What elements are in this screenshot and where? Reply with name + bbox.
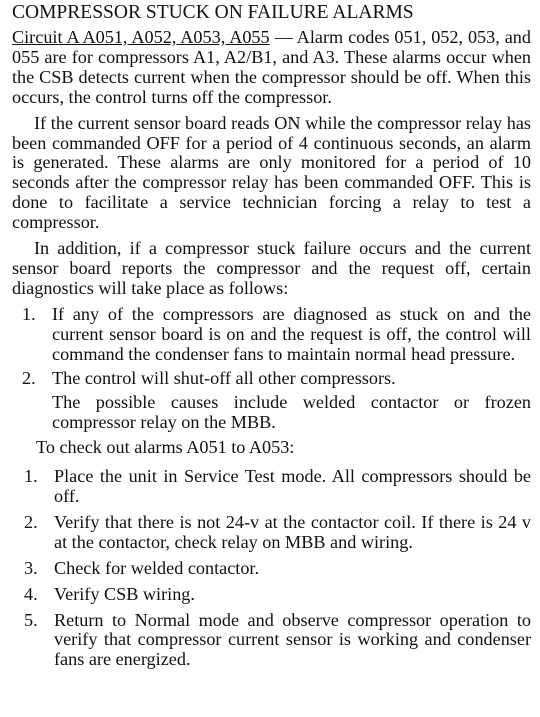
intro-text: — Alarm codes 051, 052, 053, and 055 are for compressors A1, A2/B1, and A3. These alarms occur when the CSB detects current when the compressor should be off. When this occurs, the control turns off the compressor.: [12, 27, 531, 107]
list-item-text: Return to Normal mode and observe compressor operation to verify that compressor current sensor is working and condenser fans are energized.: [54, 609, 531, 670]
circuit-label: Circuit A A051, A052, A053, A055: [12, 27, 270, 47]
document-page: [12, 2, 531, 676]
list-item-number: 1.: [24, 466, 38, 487]
list-item: [12, 585, 531, 605]
list-item-text: Verify CSB wiring.: [54, 583, 195, 604]
list-item-text: If any of the compressors are diagnosed as stuck on and the current sensor board is on and the request is off, the control will command the condenser fans to maintain normal head pressure.: [52, 303, 531, 364]
list-item: [12, 559, 531, 579]
list-item-text: Place the unit in Service Test mode. All compressors should be off.: [54, 466, 531, 507]
list-item: [12, 467, 531, 507]
list-item-number: 2.: [22, 367, 36, 388]
check-alarms-intro: To check out alarms A051 to A053:: [36, 437, 295, 458]
paragraph-diagnostics-intro: In addition, if a compressor stuck failure occurs and the current sensor board reports the compressor and the request off, certain diagnostics will take place as follows:: [12, 238, 531, 298]
list-item-number: 3.: [24, 557, 38, 578]
list-item: [12, 611, 531, 671]
list-item: [12, 369, 531, 434]
list-item-number: 2.: [24, 511, 38, 532]
list-item-text: Verify that there is not 24-v at the contactor coil. If there is 24 v at the contactor, check relay on MBB and wiring.: [54, 511, 531, 552]
paragraph-current-sensor: If the current sensor board reads ON while the compressor relay has been commanded OFF for a period of 4 continuous seconds, an alarm is generated. These alarms are only monitored for a period of 10 seconds after the compressor relay has been commanded OFF. This is done to facilitate a service technician forcing a relay to test a compressor.: [12, 112, 531, 233]
list-item: [12, 513, 531, 553]
list-item-number: 4.: [24, 583, 38, 604]
list-item-text: Check for welded contactor.: [54, 557, 260, 578]
intro-paragraph: [12, 28, 531, 108]
possible-causes-text: The possible causes include welded contactor or frozen compressor relay on the MBB.: [52, 392, 531, 433]
list-item-text: The control will shut-off all other compressors.: [52, 367, 396, 388]
list-item-number: 1.: [22, 303, 36, 324]
section-heading: COMPRESSOR STUCK ON FAILURE ALARMS: [12, 2, 414, 23]
diagnostics-list: [12, 305, 531, 433]
list-item-number: 5.: [24, 609, 38, 630]
list-item: [12, 305, 531, 365]
check-steps-list: [12, 467, 531, 670]
